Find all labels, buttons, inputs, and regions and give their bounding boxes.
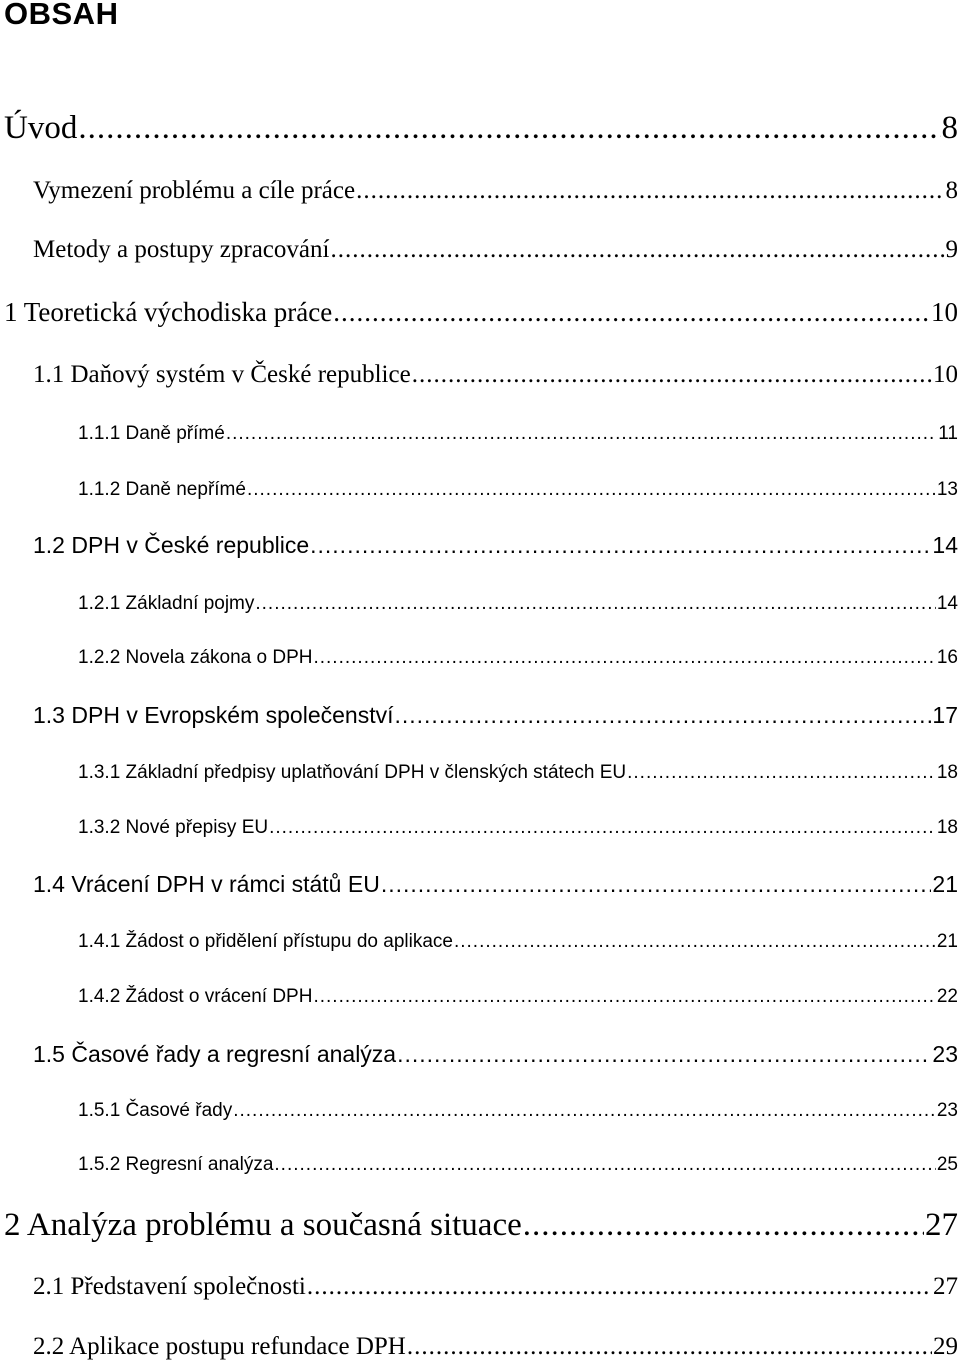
- toc-entry[interactable]: [78, 420, 958, 448]
- toc-entry[interactable]: [78, 814, 958, 842]
- toc-entry[interactable]: [78, 1151, 958, 1179]
- toc-entry-page: 21: [932, 871, 958, 897]
- toc-entry[interactable]: [78, 983, 958, 1011]
- toc-entry-title: 1.3 DPH v Evropském společenství: [33, 702, 394, 728]
- toc-entry-page: 14: [932, 532, 958, 558]
- toc-leader-dots: [407, 1330, 932, 1364]
- toc-entry-page: 9: [945, 236, 958, 263]
- toc-entry-page: 18: [936, 762, 958, 783]
- toc-leader-dots: [627, 759, 936, 787]
- toc-leader-dots: [274, 1151, 935, 1179]
- toc-entry[interactable]: [33, 868, 958, 900]
- toc-entry-title: 1.2 DPH v České republice: [33, 532, 310, 558]
- toc-entry-title: 1.3.2 Nové přepisy EU: [78, 817, 269, 838]
- toc-entry-title: 1.4.2 Žádost o vrácení DPH: [78, 986, 313, 1007]
- toc-heading: OBSAH: [4, 0, 119, 31]
- toc-entry[interactable]: [33, 358, 958, 392]
- toc-entry-title: 1 Teoretická východiska práce: [4, 297, 333, 327]
- toc-entry-title: 1.1 Daňový systém v České republice: [33, 361, 411, 388]
- toc-leader-dots: [523, 1203, 924, 1247]
- toc-entry-title: 1.4 Vrácení DPH v rámci států EU: [33, 871, 380, 897]
- toc-entry-page: 27: [925, 1207, 958, 1243]
- toc-entry-title: 1.2.2 Novela zákona o DPH: [78, 647, 313, 668]
- toc-leader-dots: [330, 233, 944, 267]
- toc-entry-page: 17: [932, 702, 958, 728]
- toc-entry[interactable]: [33, 1038, 958, 1070]
- toc-entry-page: 8: [945, 177, 958, 204]
- toc-entry-page: 16: [936, 647, 958, 668]
- toc-entry-title: 1.5 Časové řady a regresní analýza: [33, 1041, 397, 1067]
- toc-leader-dots: [307, 1270, 932, 1304]
- toc-entry-page: 22: [936, 986, 958, 1007]
- toc-entry[interactable]: [78, 644, 958, 672]
- toc-entry-page: 25: [936, 1154, 958, 1175]
- toc-entry[interactable]: [78, 590, 958, 618]
- toc-entry-page: 10: [931, 297, 958, 327]
- toc-entry-page: 29: [933, 1333, 958, 1360]
- toc-entry-title: 2.2 Aplikace postupu refundace DPH: [33, 1333, 406, 1360]
- toc-entry-page: 14: [936, 593, 958, 614]
- toc-leader-dots: [310, 529, 931, 561]
- toc-entry-title: 1.3.1 Základní předpisy uplatňování DPH v členských státech EU: [78, 762, 627, 783]
- toc-entry[interactable]: [33, 699, 958, 731]
- toc-entry[interactable]: [78, 928, 958, 956]
- toc-entry-title: 2 Analýza problému a současná situace: [4, 1207, 522, 1243]
- toc-entry[interactable]: [4, 294, 958, 330]
- toc-leader-dots: [233, 1097, 936, 1125]
- toc-leader-dots: [78, 106, 940, 150]
- toc-leader-dots: [226, 420, 937, 448]
- toc-entry[interactable]: [4, 1203, 958, 1247]
- toc-entry-title: 1.1.1 Daně přímé: [78, 423, 225, 444]
- toc-entry-page: 23: [936, 1100, 958, 1121]
- toc-leader-dots: [333, 294, 930, 330]
- toc-entry-page: 8: [941, 110, 958, 146]
- toc-entry-page: 10: [933, 361, 958, 388]
- toc-entry[interactable]: [78, 476, 958, 504]
- toc-leader-dots: [269, 814, 936, 842]
- toc-leader-dots: [454, 928, 936, 956]
- toc-leader-dots: [412, 358, 932, 392]
- toc-leader-dots: [381, 868, 932, 900]
- toc-entry-title: 1.1.2 Daně nepřímé: [78, 479, 246, 500]
- toc-leader-dots: [247, 476, 936, 504]
- toc-entry-title: Úvod: [4, 110, 78, 146]
- toc-entry-page: 13: [936, 479, 958, 500]
- toc-entry[interactable]: [33, 1330, 958, 1364]
- toc-entry-page: 21: [936, 931, 958, 952]
- toc-entry[interactable]: [78, 1097, 958, 1125]
- toc-entry[interactable]: [78, 759, 958, 787]
- toc-entry-title: 1.5.2 Regresní analýza: [78, 1154, 274, 1175]
- toc-entry-page: 18: [936, 817, 958, 838]
- toc-entry-page: 11: [938, 423, 958, 444]
- toc-entry-title: Metody a postupy zpracování: [33, 236, 330, 263]
- toc-entry-title: Vymezení problému a cíle práce: [33, 177, 356, 204]
- toc-entry[interactable]: [33, 1270, 958, 1304]
- toc-entry-page: 23: [932, 1041, 958, 1067]
- toc-leader-dots: [356, 174, 944, 208]
- toc-leader-dots: [397, 1038, 931, 1070]
- toc-leader-dots: [394, 699, 931, 731]
- toc-entry[interactable]: [4, 106, 958, 150]
- toc-leader-dots: [313, 644, 935, 672]
- toc-entry-title: 1.5.1 Časové řady: [78, 1100, 233, 1121]
- toc-leader-dots: [255, 590, 935, 618]
- toc-entry[interactable]: [33, 233, 958, 267]
- toc-entry-title: 1.2.1 Základní pojmy: [78, 593, 255, 614]
- toc-entry-title: 2.1 Představení společnosti: [33, 1273, 306, 1300]
- toc-entry[interactable]: [33, 174, 958, 208]
- toc-entry[interactable]: [33, 529, 958, 561]
- toc-entry-title: 1.4.1 Žádost o přidělení přístupu do aplikace: [78, 931, 453, 952]
- toc-leader-dots: [313, 983, 935, 1011]
- toc-entry-page: 27: [933, 1273, 958, 1300]
